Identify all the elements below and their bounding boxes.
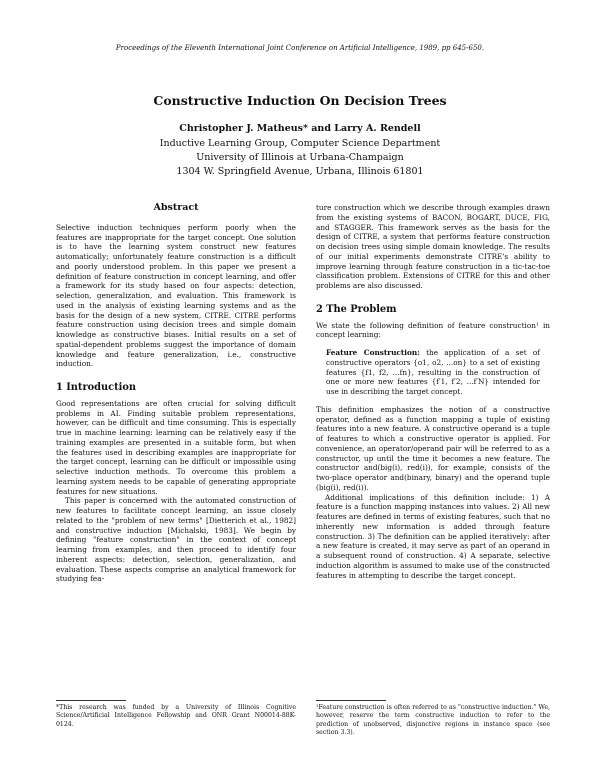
- affiliation-line-2: University of Illinois at Urbana-Champaign: [196, 152, 404, 163]
- problem-paragraph-3: Additional implications of this definition include: 1) A feature is a function mapping instances into values. 2) All new features are defined in terms of existing features, such that no inherently new information is added through feature construction. 3) The definition can be applied iteratively: after a new feature is created, it may serve as part of an operand in a subsequent round of construction. 4) A separate, selective induction algorithm is assumed to make use of the constructed features in attempting to describe the target concept.: [316, 492, 550, 580]
- definition-block: [326, 348, 540, 397]
- section-2-heading: 2 The Problem: [316, 303, 397, 315]
- authors: Christopher J. Matheus* and Larry A. Rendell: [179, 123, 421, 134]
- section-1-heading: 1 Introduction: [56, 382, 136, 393]
- left-column: [56, 203, 296, 584]
- intro-paragraph-1: Good representations are often crucial for solving difficult problems in AI. Finding suitable problem representations, however, can be difficult and time consuming. This is especially true in machine learning: learning can be relatively easy if the training examples are presented in a suitable form, but when the features used in describing examples are inappropriate for the target concept, learning can be difficult or impossible using selective induction methods. To overcome this problem a learning system needs to be capable of generating appropriate features for new situations.: [56, 398, 296, 496]
- intro-continuation: ture construction which we describe through examples drawn from the existing systems of BACON, BOGART, DUCE, FIG, and STAGGER. This framework serves as the basis for the design of CITRE, a system that performs feature construction on decision trees using simple domain knowledge. The results of our initial experiments demonstrate CITRE's ability to improve learning through feature construction in a tic-tac-toe classification problem. Extensions of CITRE for this and other problems are also discussed.: [316, 203, 550, 290]
- right-footnote: ¹Feature construction is often referred to as "constructive induction." We, however, reserve the term constructive induction to refer to the prediction of unobserved, disjunctive regions in instance space (see section 3.3).: [316, 704, 550, 736]
- proceedings-note: Proceedings of the Eleventh International Joint Conference on Artificial Intelligence, 1989, pp 645-650.: [115, 44, 485, 52]
- affiliation-line-1: Inductive Learning Group, Computer Science Department: [159, 138, 441, 149]
- definition-text: the application of a set of constructive operators {o1, o2, ...on} to a set of existing features {f1, f2, ...fn}, resulting in the construction of one or more new features {f′1, f′2, ...f′N} intended for use in describing the target concept.: [326, 348, 540, 396]
- abstract-heading: Abstract: [153, 202, 199, 213]
- paper-title: Constructive Induction On Decision Trees: [153, 93, 447, 108]
- abstract-text: Selective induction techniques perform poorly when the features are inappropriate for the target concept. One solution is to have the learning system construct new features automatically; unfortunately feature construction is a difficult and poorly understood problem. In this paper we present a definition of feature construction in concept learning, and offer a framework for its study based on four aspects: detection, selection, generalization, and evaluation. This framework is used in the analysis of existing learning systems and as the basis for the design of a new system, CITRE. CITRE performs feature construction using decision trees and simple domain knowledge as constructive biases. Initial results on a set of spatial-dependent problems suggest the importance of domain knowledge and feature generalization, i.e., constructive induction.: [56, 222, 296, 369]
- right-column: [316, 203, 550, 580]
- intro-paragraph-2: This paper is concerned with the automated construction of new features to facilitate concept learning, an issue closely related to the "problem of new terms" [Dietterich et al., 1982] and constructive induction [Michalski, 1983]. We begin by defining "feature construction" in the context of concept learning from examples, and then proceed to identify four inherent aspects: detection, selection, generalization, and evaluation. These aspects comprise an analytical framework for studying fea-: [56, 496, 296, 584]
- definition-label: Feature Construction:: [326, 348, 420, 357]
- left-footnote-rule: [56, 700, 126, 701]
- affiliation-line-3: 1304 W. Springfield Avenue, Urbana, Illinois 61801: [176, 166, 424, 177]
- problem-paragraph-1: We state the following definition of feature construction¹ in concept learning:: [316, 320, 550, 340]
- right-footnote-rule: [316, 700, 386, 701]
- left-footnote: *This research was funded by a University of Illinois Cognitive Science/Artificial Intelligence Fellowship and ONR Grant N00014-88K-0124.: [56, 704, 296, 728]
- problem-paragraph-2: This definition emphasizes the notion of a constructive operator, defined as a function mapping a tuple of existing features into a new feature. A constructive operand is a tuple of features to which a constructive operator is applied. For convenience, an operator/operand pair will be referred to as a constructor, up until the time it becomes a new feature. The constructor and(big(i), red(i)), for example, consists of the two-place operator and(binary, binary) and the operand tuple (big(i), red(i)).: [316, 404, 550, 492]
